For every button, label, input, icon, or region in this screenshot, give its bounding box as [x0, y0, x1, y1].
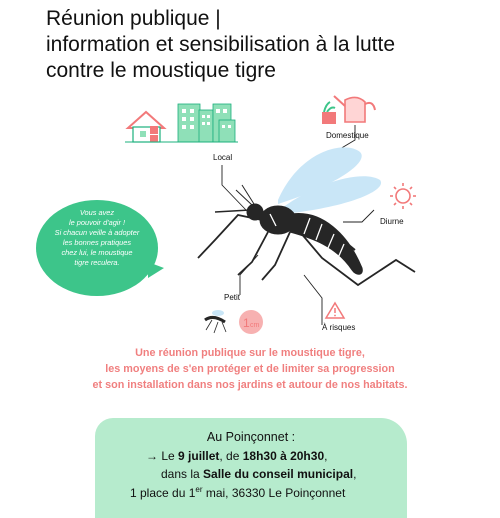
- bubble-line: Si chacun veille à adopter: [54, 228, 140, 237]
- address-part: 1 place du 1: [130, 486, 196, 500]
- page-title: [46, 6, 486, 84]
- event-time: 18h30 à 20h30: [242, 449, 325, 463]
- event-date: 9 juillet: [178, 449, 220, 463]
- event-date-line: [146, 449, 327, 463]
- bubble-line: tigre reculera.: [74, 258, 120, 267]
- event-room: Salle du conseil municipal: [203, 467, 354, 481]
- bubble-line: les bonnes pratiques: [62, 238, 132, 247]
- bubble-line: Vous avez: [79, 208, 115, 217]
- svg-text:1: 1: [243, 316, 250, 330]
- label-domestique: Domestique: [326, 131, 369, 140]
- sun-icon: [390, 183, 416, 209]
- event-description: [30, 345, 470, 393]
- small-mosquito-icon: [205, 310, 226, 333]
- event-address-line: [130, 485, 345, 500]
- description-line: et son installation dans nos jardins et autour de nos habitats.: [92, 379, 408, 391]
- speech-bubble: [36, 200, 158, 296]
- bubble-line: chez lui, le moustique: [61, 248, 133, 257]
- watering-can-icon: [322, 96, 375, 124]
- svg-text:cm: cm: [250, 322, 260, 329]
- description-line: Une réunion publique sur le moustique tigre,: [135, 347, 365, 359]
- label-local: Local: [213, 153, 233, 162]
- time-suffix: ,: [324, 449, 328, 463]
- house-icon: [128, 112, 164, 142]
- time-prefix: , de: [219, 449, 243, 463]
- event-room-line: [161, 467, 356, 481]
- address-part: mai, 36330 Le Poinçonnet: [202, 486, 346, 500]
- date-prefix: → Le: [146, 449, 179, 463]
- title-line: contre le moustique tigre: [46, 59, 276, 82]
- label-diurne: Diurne: [380, 217, 404, 226]
- room-suffix: ,: [353, 467, 357, 481]
- one-cm-circle-icon: [239, 310, 263, 334]
- address-superscript: er: [195, 485, 203, 494]
- label-petit: Petit: [224, 293, 241, 302]
- title-line: Réunion publique |: [46, 7, 221, 30]
- bubble-line: le pouvoir d'agir !: [68, 218, 126, 227]
- description-line: les moyens de s'en protéger et de limiter sa progression: [105, 363, 395, 375]
- label-a-risques: À risques: [322, 323, 356, 332]
- mosquito-wings: [278, 147, 381, 214]
- title-line: information et sensibilisation à la lutte: [46, 33, 396, 56]
- event-location-heading: Au Poinçonnet :: [206, 430, 296, 444]
- room-prefix: dans la: [161, 467, 204, 481]
- warning-icon: [326, 303, 344, 318]
